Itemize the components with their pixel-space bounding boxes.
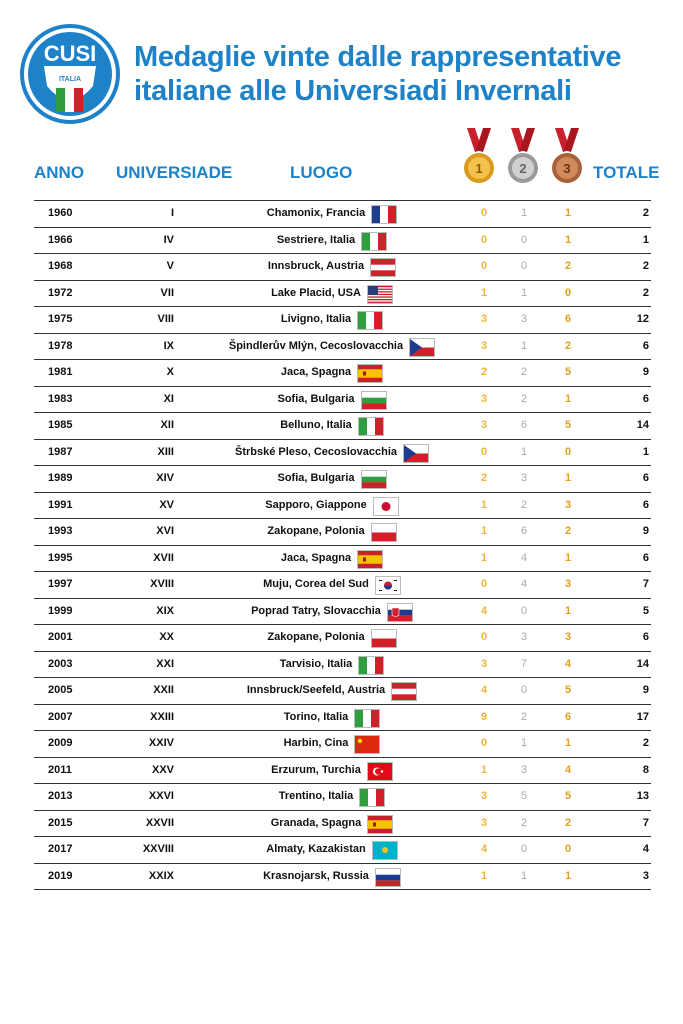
cell-oro: 1 (480, 869, 488, 882)
cell-oro: 2 (480, 366, 488, 378)
cell-bronzo: 2 (564, 525, 572, 537)
table-row (34, 334, 651, 361)
flag-it-icon (358, 656, 384, 675)
cell-oro: 3 (480, 419, 488, 431)
flag-it-icon (359, 788, 385, 807)
cell-anno: 1985 (48, 419, 73, 431)
cell-bronzo: 0 (564, 843, 572, 855)
cell-anno: 2019 (48, 869, 73, 882)
cell-argento: 3 (520, 472, 528, 484)
flag-sk-icon (387, 603, 413, 622)
cell-argento: 0 (520, 233, 528, 246)
cell-luogo: Špindlerův Mlýn, Cecoslovacchia (228, 339, 404, 352)
cell-anno: 1968 (48, 260, 73, 272)
table-row (34, 572, 651, 599)
logo-subtext: ITALIA (58, 76, 82, 83)
cell-universiade: XXVIII (142, 843, 174, 855)
cell-totale: 7 (642, 578, 649, 590)
cell-universiade: X (166, 366, 174, 378)
cell-universiade: XXVI (148, 790, 174, 802)
cell-anno: 2005 (48, 684, 73, 696)
cell-bronzo: 1 (564, 233, 572, 246)
cell-argento: 2 (520, 366, 528, 378)
cell-oro: 0 (480, 207, 488, 219)
cell-oro: 3 (480, 790, 488, 802)
title-line-2: italiane alle Universiadi Invernali (134, 75, 572, 107)
cell-argento: 1 (520, 869, 528, 882)
header-totale: TOTALE (593, 163, 660, 182)
cell-totale: 2 (642, 737, 649, 749)
cell-totale: 6 (642, 631, 649, 643)
cell-oro: 4 (480, 684, 488, 696)
cell-luogo: Innsbruck/Seefeld, Austria (246, 684, 386, 696)
cell-anno: 1960 (48, 207, 73, 219)
cell-luogo: Innsbruck, Austria (267, 260, 365, 272)
cell-anno: 1966 (48, 233, 73, 246)
cell-bronzo: 1 (564, 472, 572, 484)
cell-luogo: Trentino, Italia (278, 790, 354, 802)
table-row (34, 705, 651, 732)
flag-cz-icon (409, 338, 435, 357)
cell-universiade: XX (159, 631, 174, 643)
flag-bg-icon (361, 470, 387, 489)
cell-universiade: XIII (157, 445, 174, 458)
cell-universiade: XXIX (148, 869, 174, 882)
cell-argento: 1 (520, 737, 528, 749)
table-row (34, 546, 651, 573)
cell-argento: 2 (520, 392, 528, 405)
cell-totale: 7 (642, 816, 649, 829)
table-row (34, 625, 651, 652)
flag-at-icon (370, 258, 396, 277)
cell-universiade: XXI (156, 657, 174, 670)
cell-totale: 2 (642, 286, 649, 299)
svg-text:2: 2 (519, 161, 527, 176)
cell-anno: 1989 (48, 472, 73, 484)
flag-kr-icon (375, 576, 401, 595)
cell-bronzo: 3 (564, 578, 572, 590)
cell-universiade: XVI (156, 525, 174, 537)
cell-bronzo: 3 (564, 631, 572, 643)
table-row (34, 731, 651, 758)
cell-luogo: Almaty, Kazakistan (266, 843, 366, 855)
table-row (34, 200, 651, 228)
header-anno: ANNO (34, 163, 85, 182)
cell-argento: 7 (520, 657, 528, 670)
cell-luogo: Jaca, Spagna (280, 366, 352, 378)
cell-anno: 2017 (48, 843, 73, 855)
table-row (34, 254, 651, 281)
cell-anno: 1978 (48, 339, 73, 352)
cell-luogo: Poprad Tatry, Slovacchia (251, 604, 381, 617)
table-row (34, 519, 651, 546)
cell-luogo: Krasnojarsk, Russia (263, 869, 369, 882)
cell-argento: 2 (520, 498, 528, 511)
cell-bronzo: 0 (564, 445, 572, 458)
cell-argento: 6 (520, 525, 528, 537)
cell-argento: 0 (520, 684, 528, 696)
cell-bronzo: 6 (564, 710, 572, 723)
cell-anno: 1975 (48, 313, 73, 325)
cell-universiade: IV (163, 233, 174, 246)
cell-argento: 1 (520, 207, 528, 219)
cell-luogo: Štrbské Pleso, Cecoslovacchia (234, 445, 398, 458)
table-row (34, 864, 651, 891)
cell-universiade: V (166, 260, 174, 272)
cell-bronzo: 1 (564, 604, 572, 617)
logo-text: CUSI (43, 41, 97, 66)
cell-oro: 1 (480, 763, 488, 776)
cell-totale: 4 (642, 843, 649, 855)
cell-argento: 0 (520, 604, 528, 617)
table-row (34, 652, 651, 679)
cell-anno: 2003 (48, 657, 73, 670)
cell-bronzo: 5 (564, 790, 572, 802)
cell-oro: 3 (480, 313, 488, 325)
cell-luogo: Zakopane, Polonia (267, 631, 365, 643)
cell-totale: 12 (636, 313, 649, 325)
cell-oro: 3 (480, 657, 488, 670)
cell-luogo: Torino, Italia (283, 710, 349, 723)
cell-argento: 3 (520, 763, 528, 776)
cell-luogo: Belluno, Italia (280, 419, 352, 431)
flag-us-icon (367, 285, 393, 304)
cell-totale: 6 (642, 551, 649, 564)
cell-argento: 4 (520, 551, 528, 564)
cell-anno: 2011 (48, 763, 72, 776)
flag-it-icon (361, 232, 387, 251)
cell-bronzo: 4 (564, 657, 572, 670)
cell-totale: 2 (642, 207, 649, 219)
table-row (34, 784, 651, 811)
cell-anno: 1993 (48, 525, 73, 537)
cell-oro: 4 (480, 843, 488, 855)
cell-totale: 14 (636, 657, 649, 670)
cell-anno: 1995 (48, 551, 73, 564)
cell-luogo: Tarvisio, Italia (279, 657, 353, 670)
cell-oro: 0 (480, 260, 488, 272)
cell-bronzo: 1 (564, 551, 572, 564)
cell-oro: 4 (480, 604, 488, 617)
bronze-medal-icon (550, 128, 584, 186)
flag-tr-icon (367, 762, 393, 781)
cell-bronzo: 4 (564, 763, 572, 776)
table-row (34, 413, 651, 440)
cell-anno: 1972 (48, 286, 73, 299)
cell-argento: 0 (520, 260, 528, 272)
cell-anno: 1999 (48, 604, 73, 617)
cell-argento: 5 (520, 790, 528, 802)
flag-ru-icon (375, 868, 401, 887)
header-luogo: LUOGO (290, 163, 353, 182)
cell-luogo: Sofia, Bulgaria (277, 392, 355, 405)
table-row (34, 466, 651, 493)
svg-text:3: 3 (563, 161, 571, 176)
cell-oro: 1 (480, 551, 488, 564)
cell-universiade: XIX (156, 604, 174, 617)
table-row (34, 599, 651, 626)
cell-anno: 2007 (48, 710, 73, 723)
cell-totale: 14 (636, 419, 649, 431)
cell-totale: 1 (642, 445, 649, 458)
cell-bronzo: 6 (564, 313, 572, 325)
cell-totale: 9 (642, 525, 649, 537)
cell-argento: 0 (520, 843, 528, 855)
cell-totale: 6 (642, 339, 649, 352)
cell-luogo: Chamonix, Francia (266, 207, 366, 219)
table-row (34, 758, 651, 785)
cell-anno: 1983 (48, 392, 73, 405)
cell-luogo: Jaca, Spagna (280, 551, 352, 564)
cell-oro: 0 (480, 233, 488, 246)
table-row (34, 440, 651, 467)
cell-argento: 1 (520, 445, 528, 458)
cell-totale: 17 (636, 710, 649, 723)
cell-bronzo: 3 (564, 498, 572, 511)
cell-oro: 1 (480, 525, 488, 537)
table-row (34, 387, 651, 414)
cell-luogo: Harbin, Cina (283, 737, 349, 749)
cell-luogo: Zakopane, Polonia (267, 525, 365, 537)
cell-totale: 1 (642, 233, 649, 246)
cell-universiade: VIII (157, 313, 174, 325)
flag-pl-icon (371, 523, 397, 542)
cell-argento: 1 (520, 339, 528, 352)
cell-argento: 1 (520, 286, 528, 299)
cell-totale: 3 (642, 869, 649, 882)
cell-universiade: XXII (153, 684, 174, 696)
cell-bronzo: 1 (564, 869, 572, 882)
cell-luogo: Sestriere, Italia (276, 233, 356, 246)
flag-pl-icon (371, 629, 397, 648)
cell-totale: 13 (636, 790, 649, 802)
cell-bronzo: 5 (564, 684, 572, 696)
cell-universiade: XII (160, 419, 174, 431)
flag-bg-icon (361, 391, 387, 410)
cell-argento: 2 (520, 710, 528, 723)
cell-universiade: XXIV (148, 737, 174, 749)
flag-at-icon (391, 682, 417, 701)
flag-kz-icon (372, 841, 398, 860)
table-row (34, 493, 651, 520)
cell-oro: 0 (480, 631, 488, 643)
cell-anno: 1997 (48, 578, 73, 590)
cell-oro: 2 (480, 472, 488, 484)
cell-anno: 1981 (48, 366, 73, 378)
title-line-1: Medaglie vinte dalle rappresentative (134, 41, 622, 73)
cell-universiade: IX (163, 339, 174, 352)
cell-bronzo: 2 (564, 260, 572, 272)
cell-universiade: XXVII (145, 816, 174, 829)
flag-cz-icon (403, 444, 429, 463)
cell-universiade: XIV (156, 472, 174, 484)
cell-argento: 6 (520, 419, 528, 431)
cell-universiade: XI (163, 392, 174, 405)
cell-totale: 6 (642, 472, 649, 484)
flag-fr-icon (371, 205, 397, 224)
flag-es-icon (357, 364, 383, 383)
cell-totale: 9 (642, 684, 649, 696)
cell-totale: 5 (642, 604, 649, 617)
cell-oro: 3 (480, 816, 488, 829)
silver-medal-icon (506, 128, 540, 186)
cell-bronzo: 5 (564, 419, 572, 431)
cell-argento: 3 (520, 631, 528, 643)
table-row (34, 837, 651, 864)
cell-bronzo: 5 (564, 366, 572, 378)
flag-it-icon (357, 311, 383, 330)
flag-jp-icon (373, 497, 399, 516)
flag-es-icon (357, 550, 383, 569)
flag-es-icon (367, 815, 393, 834)
table-row (34, 360, 651, 387)
cell-universiade: XXIII (150, 710, 174, 723)
cell-oro: 1 (480, 498, 488, 511)
cell-luogo: Lake Placid, USA (271, 286, 361, 299)
cell-anno: 1987 (48, 445, 73, 458)
cell-anno: 2001 (48, 631, 73, 643)
cell-totale: 6 (642, 392, 649, 405)
table-row (34, 281, 651, 308)
cell-luogo: Sofia, Bulgaria (277, 472, 355, 484)
table-row (34, 228, 651, 255)
cell-bronzo: 1 (564, 207, 572, 219)
cell-anno: 2015 (48, 816, 73, 829)
cell-anno: 2013 (48, 790, 73, 802)
cell-oro: 3 (480, 392, 488, 405)
cell-luogo: Sapporo, Giappone (265, 498, 367, 511)
cell-oro: 1 (480, 286, 488, 299)
header-universiade: UNIVERSIADE (116, 163, 233, 182)
cell-oro: 0 (480, 445, 488, 458)
cell-universiade: VII (160, 286, 174, 299)
cell-universiade: XXV (151, 763, 174, 776)
cell-luogo: Erzurum, Turchia (271, 763, 361, 776)
cell-oro: 0 (480, 578, 488, 590)
cell-anno: 1991 (48, 498, 73, 511)
cell-anno: 2009 (48, 737, 73, 749)
cell-luogo: Livigno, Italia (280, 313, 352, 325)
cusi-logo-icon (20, 24, 120, 124)
cell-luogo: Muju, Corea del Sud (263, 578, 369, 590)
cell-totale: 2 (642, 260, 649, 272)
svg-text:1: 1 (475, 161, 483, 176)
cell-bronzo: 1 (564, 737, 572, 749)
cell-bronzo: 1 (564, 392, 572, 405)
flag-it-icon (354, 709, 380, 728)
cell-universiade: XVIII (150, 578, 174, 590)
page-title (134, 40, 674, 108)
cell-totale: 9 (642, 366, 649, 378)
cell-argento: 3 (520, 313, 528, 325)
cell-oro: 3 (480, 339, 488, 352)
table-row (34, 307, 651, 334)
cell-argento: 4 (520, 578, 528, 590)
medal-table (34, 200, 651, 890)
cell-totale: 8 (642, 763, 649, 776)
cell-argento: 2 (520, 816, 528, 829)
table-row (34, 678, 651, 705)
cell-totale: 6 (642, 498, 649, 511)
table-row (34, 811, 651, 838)
cell-bronzo: 0 (564, 286, 572, 299)
flag-it-icon (358, 417, 384, 436)
cell-oro: 9 (480, 710, 488, 723)
cell-oro: 0 (480, 737, 488, 749)
cell-universiade: XV (159, 498, 174, 511)
gold-medal-icon (462, 128, 496, 186)
cell-universiade: I (170, 207, 174, 219)
cell-bronzo: 2 (564, 816, 572, 829)
cell-luogo: Granada, Spagna (270, 816, 362, 829)
cell-universiade: XVII (153, 551, 174, 564)
cell-bronzo: 2 (564, 339, 572, 352)
flag-cn-icon (354, 735, 380, 754)
